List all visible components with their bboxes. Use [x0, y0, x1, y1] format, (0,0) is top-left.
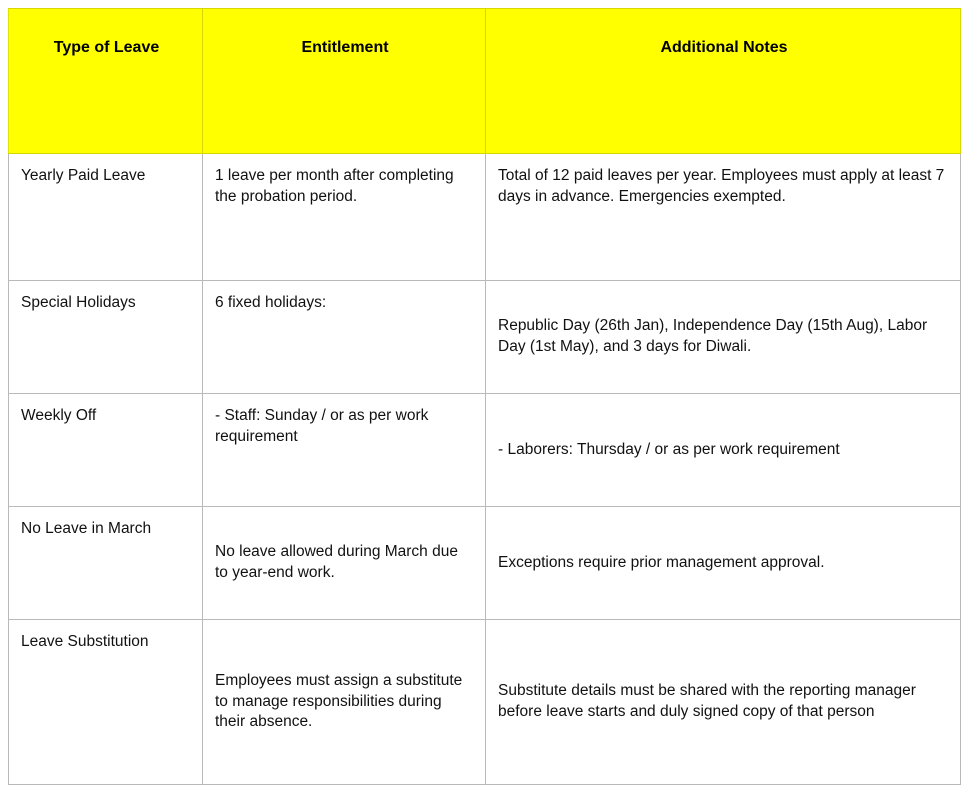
column-header-additional-notes: Additional Notes: [486, 9, 961, 154]
cell-additional-notes: Total of 12 paid leaves per year. Employees must apply at least 7 days in advance. Emergencies exempted.: [486, 154, 961, 281]
table-row: [9, 620, 961, 785]
cell-additional-notes: Exceptions require prior management approval.: [486, 507, 961, 620]
table-row: [9, 394, 961, 507]
cell-type-of-leave: Yearly Paid Leave: [9, 154, 203, 281]
cell-type-of-leave: No Leave in March: [9, 507, 203, 620]
column-header-type-of-leave: Type of Leave: [9, 9, 203, 154]
table-row: [9, 154, 961, 281]
cell-additional-notes: Substitute details must be shared with the reporting manager before leave starts and duly signed copy of that person: [486, 620, 961, 785]
column-header-entitlement: Entitlement: [203, 9, 486, 154]
cell-type-of-leave: Weekly Off: [9, 394, 203, 507]
table-body: [9, 154, 961, 785]
cell-entitlement: Employees must assign a substitute to manage responsibilities during their absence.: [203, 620, 486, 785]
cell-additional-notes: - Laborers: Thursday / or as per work requirement: [486, 394, 961, 507]
table-row: [9, 507, 961, 620]
table-header: [9, 9, 961, 154]
cell-entitlement: No leave allowed during March due to year-end work.: [203, 507, 486, 620]
cell-type-of-leave: Special Holidays: [9, 281, 203, 394]
cell-entitlement: 1 leave per month after completing the probation period.: [203, 154, 486, 281]
cell-entitlement: - Staff: Sunday / or as per work requirement: [203, 394, 486, 507]
cell-additional-notes: Republic Day (26th Jan), Independence Day (15th Aug), Labor Day (1st May), and 3 days for Diwali.: [486, 281, 961, 394]
table-header-row: [9, 9, 961, 154]
cell-type-of-leave: Leave Substitution: [9, 620, 203, 785]
cell-entitlement: 6 fixed holidays:: [203, 281, 486, 394]
leave-policy-table: [8, 8, 961, 785]
table-row: [9, 281, 961, 394]
